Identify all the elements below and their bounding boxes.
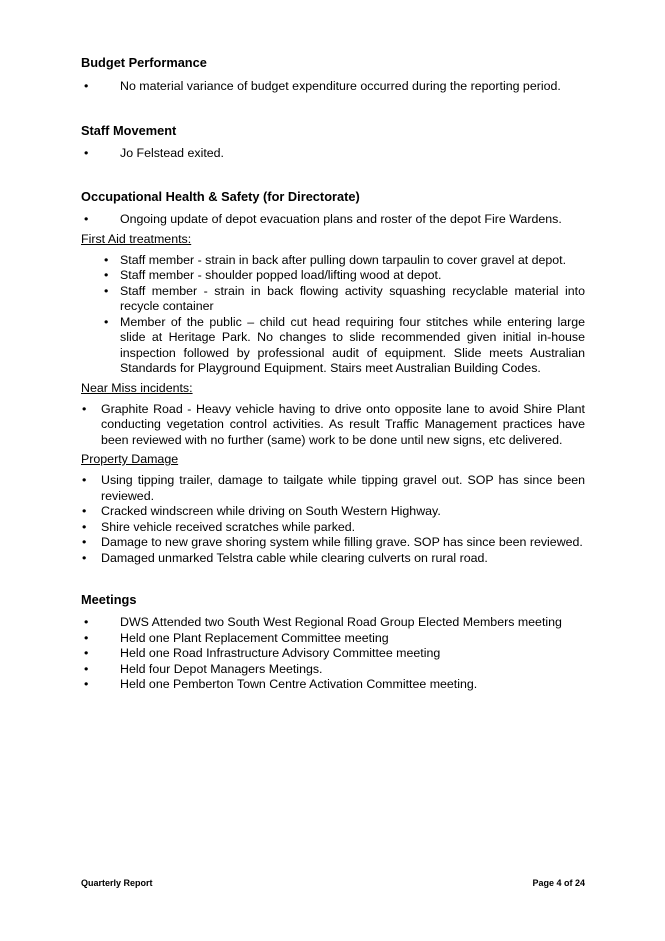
first-aid-label: First Aid treatments: — [81, 231, 192, 246]
footer-title: Quarterly Report — [81, 878, 153, 888]
list-item: • Held one Road Infrastructure Advisory Committee meeting — [81, 646, 585, 662]
list-item: • Using tipping trailer, damage to tailgate while tipping gravel out. SOP has since been reviewed. — [81, 473, 585, 504]
list-item: • Staff member - shoulder popped load/lifting wood at depot. — [81, 268, 585, 284]
page-number: Page 4 of 24 — [532, 878, 585, 888]
list-item: • Member of the public – child cut head requiring four stitches while entering large slide at Heritage Park. No changes to slide recommended given initial in-house inspection followed by professional audit of equipment. Slide meets Australian Standards for Playground Equipment. Stairs meet Australian Building Codes. — [81, 315, 585, 377]
list-item: • Held four Depot Managers Meetings. — [81, 662, 585, 678]
list-item: • Shire vehicle received scratches while parked. — [81, 520, 585, 536]
property-damage-list — [81, 473, 585, 566]
first-aid-list — [81, 253, 585, 377]
list-item: • Staff member - strain in back flowing activity squashing recyclable material into recycle container — [81, 284, 585, 315]
near-miss-list — [81, 402, 585, 449]
list-item: • Staff member - strain in back after pulling down tarpaulin to cover gravel at depot. — [81, 253, 585, 269]
staff-list — [81, 146, 585, 162]
list-item: • Ongoing update of depot evacuation plans and roster of the depot Fire Wardens. — [81, 212, 585, 228]
near-miss-label: Near Miss incidents: — [81, 380, 193, 395]
list-item: • Jo Felstead exited. — [81, 146, 585, 162]
meetings-heading: Meetings — [81, 592, 137, 607]
list-item: • DWS Attended two South West Regional Road Group Elected Members meeting — [81, 615, 585, 631]
budget-heading: Budget Performance — [81, 55, 207, 70]
list-item: • Cracked windscreen while driving on South Western Highway. — [81, 504, 585, 520]
staff-heading: Staff Movement — [81, 122, 177, 138]
budget-list — [81, 79, 585, 95]
meetings-list — [81, 615, 585, 693]
ohs-heading: Occupational Health & Safety (for Directorate) — [81, 189, 360, 204]
page-content — [81, 55, 585, 693]
list-item: • Held one Pemberton Town Centre Activation Committee meeting. — [81, 677, 585, 693]
list-item: • No material variance of budget expenditure occurred during the reporting period. — [81, 79, 585, 95]
list-item: • Damaged unmarked Telstra cable while clearing culverts on rural road. — [81, 551, 585, 567]
list-item: • Damage to new grave shoring system while filling grave. SOP has since been reviewed. — [81, 535, 585, 551]
property-damage-label: Property Damage — [81, 452, 179, 466]
list-item: • Graphite Road - Heavy vehicle having to drive onto opposite lane to avoid Shire Plant conducting vegetation control activities. As result Traffic Management practices have been reviewed with no further (same) work to be done until new signs, etc delivered. — [81, 402, 585, 449]
ohs-list — [81, 212, 585, 228]
list-item: • Held one Plant Replacement Committee meeting — [81, 631, 585, 647]
